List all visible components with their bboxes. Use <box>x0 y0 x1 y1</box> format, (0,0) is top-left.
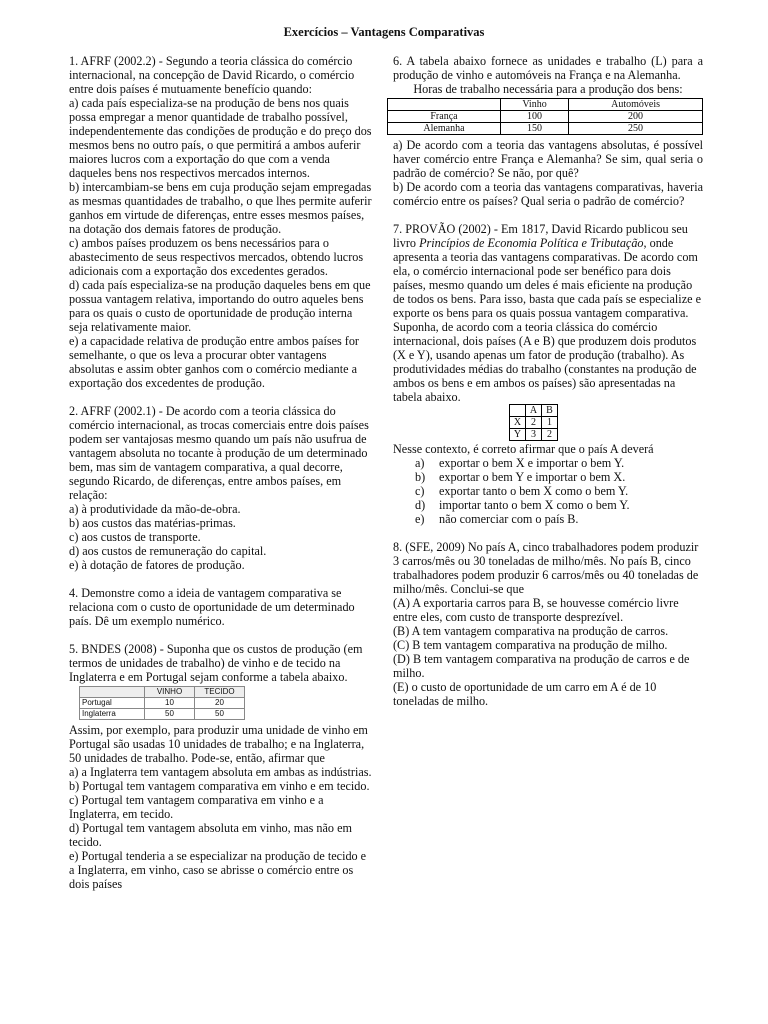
q7-option-c <box>393 484 703 498</box>
table-header-cell <box>80 687 145 698</box>
q8-option-b: (B) A tem vantagem comparativa na produção de carros. <box>393 624 669 638</box>
q5-statement: 5. BNDES (2008) - Suponha que os custos de produção (em termos de unidades de trabalho) de vinho e de tecido na Inglaterra e em Portugal sejam conforme a tabela abaixo. <box>69 642 363 684</box>
q7-statement <box>393 222 703 404</box>
option-text: exportar o bem Y e importar o bem X. <box>439 470 626 484</box>
table-cell: 100 <box>500 111 568 123</box>
option-letter: b) <box>415 470 426 484</box>
question-1 <box>69 54 374 390</box>
q8-statement-cont: trabalhadores podem produzir 6 carros/mês ou 40 toneladas de milho/mês. Conclui-se que <box>393 568 699 596</box>
q1-option-a: a) cada país especializa-se na produção de bens nos quais possa empregar a menor quantidade de trabalho possível, independentemente das condições de produção e do preço dos mesmos bens no outro país, o que permitirá a ambos auferir maiores lucros com a exportação do que com a venda daqueles bens nos respectivos mercados internos. <box>69 96 372 180</box>
table-row <box>388 123 703 135</box>
q2-option-d: d) aos custos de remuneração do capital. <box>69 544 267 558</box>
table-header-row <box>510 405 558 417</box>
option-text: exportar tanto o bem X como o bem Y. <box>439 484 629 498</box>
table-header-row <box>80 687 245 698</box>
table-cell: 250 <box>569 123 703 135</box>
option-text: importar tanto o bem X como o bem Y. <box>439 498 630 512</box>
q5-option-d: d) Portugal tem vantagem absoluta em vinho, mas não em tecido. <box>69 821 352 849</box>
q1-option-c: c) ambos países produzem os bens necessários para o abastecimento de seus respectivos mercados, obtendo lucros adicionais com a exportação dos excedentes gerados. <box>69 236 364 278</box>
question-8 <box>393 540 703 708</box>
q7-option-d <box>393 498 703 512</box>
table-header-cell: B <box>542 405 558 417</box>
q5-option-e: e) Portugal tenderia a se especializar na produção de tecido e a Inglaterra, em vinho, caso se abrisse o comércio entre os dois países <box>69 849 367 891</box>
q8-statement: 8. (SFE, 2009) No país A, cinco trabalhadores podem produzir 3 carros/mês ou 30 toneladas de milho/mês. No país B, cinco <box>393 540 699 568</box>
q5-option-b: b) Portugal tem vantagem comparativa em vinho e em tecido. <box>69 779 370 793</box>
table-cell: 3 <box>526 429 542 441</box>
table-header-cell: TECIDO <box>195 687 245 698</box>
table-cell: França <box>388 111 501 123</box>
q7-option-b <box>393 470 703 484</box>
table-cell: 1 <box>542 417 558 429</box>
option-text: não comerciar com o país B. <box>439 512 579 526</box>
q1-option-d: d) cada país especializa-se na produção daqueles bens em que possua vantagem relativa, importando do outro aqueles bens para os quais o custo de oportunidade de produção interna seja relativamente maior. <box>69 278 371 334</box>
table-cell: 2 <box>526 417 542 429</box>
left-column <box>69 54 374 891</box>
table-header-cell <box>388 99 501 111</box>
q7-option-a <box>393 456 703 470</box>
q6-hours-table <box>387 98 703 135</box>
table-cell: 20 <box>195 698 245 709</box>
q5-option-c: c) Portugal tem vantagem comparativa em vinho e a Inglaterra, em tecido. <box>69 793 324 821</box>
table-cell: 50 <box>145 709 195 720</box>
option-letter: c) <box>415 484 425 498</box>
q8-option-d: (D) B tem vantagem comparativa na produção de carros e de milho. <box>393 652 690 680</box>
table-header-cell: Vinho <box>500 99 568 111</box>
table-header-cell: A <box>526 405 542 417</box>
option-letter: d) <box>415 498 426 512</box>
table-row <box>510 417 558 429</box>
table-cell: 50 <box>195 709 245 720</box>
question-2 <box>69 404 374 572</box>
question-4 <box>69 586 374 628</box>
q6-part-b: b) De acordo com a teoria das vantagens comparativas, haveria comércio entre os países? Qual seria o padrão de comércio? <box>393 180 703 208</box>
table-header-cell: Automóveis <box>569 99 703 111</box>
table-row <box>510 429 558 441</box>
q7-statement-rest: , onde apresenta a teoria das vantagens comparativas. De acordo com ela, o comércio internacional pode ser benéfico para dois países, mesmo quando um deles é mais eficiente na produção de todos os bens. Para isso, basta que cada país se especialize e exporte os bens para os quais possua vantagem comparativa. Suponha, de acordo com a teoria clássica do comércio internacional, dois países (A e B) que produzem dois produtos (X e Y), usando apenas um fator de produção (trabalho). As produtividades médias do trabalho (constantes na produção de ambos os bens e em ambos os países) são apresentadas na tabela abaixo. <box>393 236 701 404</box>
q7-book-title: Princípios de Economia Política e Tributação <box>419 236 644 250</box>
q2-option-c: c) aos custos de transporte. <box>69 530 201 544</box>
table-cell: 2 <box>542 429 558 441</box>
q5-cost-table <box>79 686 245 720</box>
table-row <box>80 698 245 709</box>
question-5 <box>69 642 374 891</box>
q5-option-a: a) a Inglaterra tem vantagem absoluta em ambas as indústrias. <box>69 765 372 779</box>
right-column <box>393 54 703 708</box>
table-cell: 10 <box>145 698 195 709</box>
question-7 <box>393 222 703 526</box>
table-cell: 200 <box>569 111 703 123</box>
q8-option-c: (C) B tem vantagem comparativa na produção de milho. <box>393 638 668 652</box>
q6-table-caption: Horas de trabalho necessária para a produção dos bens: <box>413 82 683 96</box>
q1-statement: 1. AFRF (2002.2) - Segundo a teoria clássica do comércio internacional, na concepção de David Ricardo, o comércio entre dois países é mutuamente benefício quando: <box>69 54 355 96</box>
table-cell: 150 <box>500 123 568 135</box>
table-header-cell: VINHO <box>145 687 195 698</box>
option-letter: e) <box>415 512 425 526</box>
q8-option-a: (A) A exportaria carros para B, se houvesse comércio livre entre eles, com custo de transporte desprezível. <box>393 596 679 624</box>
q5-body: Assim, por exemplo, para produzir uma unidade de vinho em Portugal são usadas 10 unidades de trabalho; e na Inglaterra, 50 unidades de trabalho. Pode-se, então, afirmar que <box>69 723 368 765</box>
page-title: Exercícios – Vantagens Comparativas <box>283 25 485 39</box>
q7-statement-start: 7. PROVÃO (2002) - Em 1817, David Ricardo publicou seu livro <box>393 222 688 250</box>
q1-option-b: b) intercambiam-se bens em cuja produção sejam empregadas as mesmas quantidades de trabalho, o que lhes permite auferir ganhos em virtude de diferenças, entre esses mesmos países, na dotação dos demais fatores de produção. <box>69 180 372 236</box>
table-cell: Alemanha <box>388 123 501 135</box>
table-row <box>388 111 703 123</box>
q2-option-a: a) à produtividade da mão-de-obra. <box>69 502 241 516</box>
q1-option-e: e) a capacidade relativa de produção entre ambos países for semelhante, o que os leva a procurar obter vantagens absolutas e assim obter ganhos com o comércio mediante a exportação dos excedentes de produção. <box>69 334 359 390</box>
table-header-cell <box>510 405 526 417</box>
table-row <box>80 709 245 720</box>
q7-option-e <box>393 512 703 526</box>
option-letter: a) <box>415 456 425 470</box>
q6-statement: 6. A tabela abaixo fornece as unidades e trabalho (L) para a produção de vinho e automóveis na França e na Alemanha. <box>393 54 703 82</box>
q2-option-e: e) à dotação de fatores de produção. <box>69 558 245 572</box>
q8-option-e: (E) o custo de oportunidade de um carro em A é de 10 toneladas de milho. <box>393 680 657 708</box>
q7-stem: Nesse contexto, é correto afirmar que o país A deverá <box>393 442 654 456</box>
option-text: exportar o bem X e importar o bem Y. <box>439 456 625 470</box>
q2-statement: 2. AFRF (2002.1) - De acordo com a teoria clássica do comércio internacional, as trocas comerciais entre dois países podem ser vantajosas mesmo quando um país não usufrua de vantagem absoluta no tocante à produção de um determinado bem, mas sim de vantagem comparativa, a qual decorre, segundo Ricardo, de diferenças, entre ambos países, em relação: <box>69 404 369 502</box>
q2-option-b: b) aos custos das matérias-primas. <box>69 516 236 530</box>
q6-part-a: a) De acordo com a teoria das vantagens absolutas, é possível haver comércio entre França e Alemanha? Se sim, qual seria o padrão de comércio? Se não, por quê? <box>393 138 703 180</box>
table-cell: X <box>510 417 526 429</box>
table-cell: Inglaterra <box>80 709 145 720</box>
question-6 <box>393 54 703 208</box>
table-cell: Portugal <box>80 698 145 709</box>
q7-productivity-table <box>509 404 558 441</box>
table-cell: Y <box>510 429 526 441</box>
q4-statement: 4. Demonstre como a ideia de vantagem comparativa se relaciona com o custo de oportunidade de um determinado país. Dê um exemplo numérico. <box>69 586 355 628</box>
table-header-row <box>388 99 703 111</box>
